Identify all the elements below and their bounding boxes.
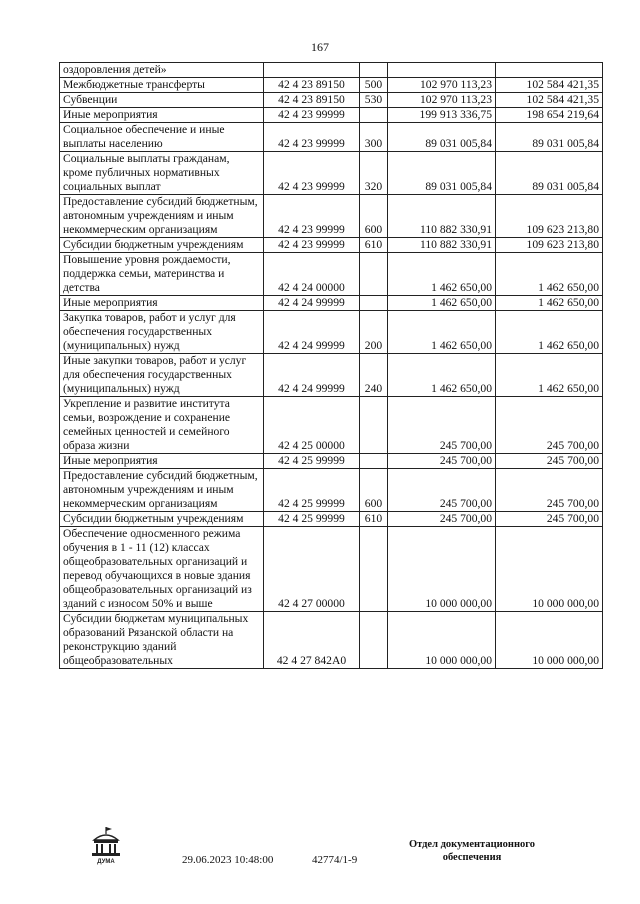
row-name-cell: Социальное обеспечение и иные выплаты населению — [60, 123, 264, 152]
row-vr-cell — [360, 108, 388, 123]
table-row — [60, 612, 603, 669]
row-sum-2024-cell: 89 031 005,84 — [496, 152, 603, 195]
row-sum-2023-cell: 245 700,00 — [388, 469, 496, 512]
row-code-cell: 42 4 27 842А0 — [264, 612, 360, 669]
table-row — [60, 454, 603, 469]
row-name-cell: Субвенции — [60, 93, 264, 108]
row-vr-cell — [360, 253, 388, 296]
row-sum-2024-cell: 102 584 421,35 — [496, 78, 603, 93]
row-sum-2023-cell — [388, 63, 496, 78]
row-name-cell: Социальные выплаты гражданам, кроме публичных нормативных социальных выплат — [60, 152, 264, 195]
row-vr-cell — [360, 397, 388, 454]
row-vr-cell: 200 — [360, 311, 388, 354]
row-code-cell — [264, 63, 360, 78]
row-sum-2024-cell: 89 031 005,84 — [496, 123, 603, 152]
row-name-cell: Субсидии бюджетам муниципальных образований Рязанской области на реконструкцию зданий общеобразовательных — [60, 612, 264, 669]
table-row — [60, 63, 603, 78]
row-name-cell: Субсидии бюджетным учреждениям — [60, 238, 264, 253]
table-row — [60, 123, 603, 152]
row-sum-2024-cell: 1 462 650,00 — [496, 354, 603, 397]
row-name-cell: Обеспечение односменного режима обучения в 1 - 11 (12) классах общеобразовательных организаций и перевод обучающихся в новые здания общеобразовательных организаций из зданий с износом 50% и выше — [60, 527, 264, 612]
row-vr-cell: 600 — [360, 195, 388, 238]
row-code-cell: 42 4 23 89150 — [264, 93, 360, 108]
row-name-cell: Иные мероприятия — [60, 454, 264, 469]
row-name-cell: Предоставление субсидий бюджетным, автономным учреждениям и иным некоммерческим организациям — [60, 195, 264, 238]
svg-text:ДУМА: ДУМА — [97, 859, 115, 865]
row-name-cell: Субсидии бюджетным учреждениям — [60, 512, 264, 527]
table-row — [60, 527, 603, 612]
row-name-cell: Предоставление субсидий бюджетным, автономным учреждениям и иным некоммерческим организациям — [60, 469, 264, 512]
table-row — [60, 512, 603, 527]
row-sum-2023-cell: 10 000 000,00 — [388, 527, 496, 612]
row-sum-2024-cell: 10 000 000,00 — [496, 612, 603, 669]
row-sum-2023-cell: 1 462 650,00 — [388, 311, 496, 354]
row-sum-2023-cell: 1 462 650,00 — [388, 253, 496, 296]
row-name-cell: Иные мероприятия — [60, 108, 264, 123]
row-sum-2024-cell: 198 654 219,64 — [496, 108, 603, 123]
row-sum-2023-cell: 199 913 336,75 — [388, 108, 496, 123]
table-row — [60, 93, 603, 108]
duma-logo-icon — [86, 826, 126, 866]
table-row — [60, 397, 603, 454]
row-vr-cell: 240 — [360, 354, 388, 397]
row-sum-2024-cell: 1 462 650,00 — [496, 296, 603, 311]
row-vr-cell: 500 — [360, 78, 388, 93]
row-vr-cell — [360, 527, 388, 612]
row-vr-cell: 300 — [360, 123, 388, 152]
table-row — [60, 311, 603, 354]
row-sum-2024-cell: 109 623 213,80 — [496, 238, 603, 253]
table-row — [60, 253, 603, 296]
row-sum-2023-cell: 245 700,00 — [388, 512, 496, 527]
row-sum-2024-cell: 109 623 213,80 — [496, 195, 603, 238]
row-sum-2023-cell: 245 700,00 — [388, 397, 496, 454]
table-row — [60, 296, 603, 311]
table-row — [60, 195, 603, 238]
row-name-cell: Укрепление и развитие института семьи, возрождение и сохранение семейных ценностей и семейного образа жизни — [60, 397, 264, 454]
row-code-cell: 42 4 24 99999 — [264, 296, 360, 311]
row-code-cell: 42 4 24 99999 — [264, 354, 360, 397]
page-number: 167 — [311, 40, 329, 54]
row-vr-cell — [360, 296, 388, 311]
row-sum-2023-cell: 1 462 650,00 — [388, 296, 496, 311]
footer-department-line2: обеспечения — [442, 852, 502, 863]
budget-table — [59, 62, 603, 669]
row-code-cell: 42 4 24 99999 — [264, 311, 360, 354]
row-code-cell: 42 4 23 99999 — [264, 108, 360, 123]
footer-department-line1: Отдел документационного — [408, 839, 536, 850]
row-code-cell: 42 4 23 89150 — [264, 78, 360, 93]
row-sum-2023-cell: 245 700,00 — [388, 454, 496, 469]
row-code-cell: 42 4 24 00000 — [264, 253, 360, 296]
table-row — [60, 108, 603, 123]
row-name-cell: Закупка товаров, работ и услуг для обеспечения государственных (муниципальных) нужд — [60, 311, 264, 354]
row-code-cell: 42 4 23 99999 — [264, 238, 360, 253]
row-sum-2024-cell: 245 700,00 — [496, 454, 603, 469]
row-sum-2024-cell — [496, 63, 603, 78]
row-name-cell: оздоровления детей» — [60, 63, 264, 78]
row-code-cell: 42 4 25 99999 — [264, 512, 360, 527]
table-row — [60, 78, 603, 93]
row-sum-2024-cell: 245 700,00 — [496, 397, 603, 454]
row-sum-2024-cell: 245 700,00 — [496, 469, 603, 512]
row-vr-cell: 320 — [360, 152, 388, 195]
row-sum-2024-cell: 1 462 650,00 — [496, 253, 603, 296]
row-sum-2023-cell: 102 970 113,23 — [388, 93, 496, 108]
row-code-cell: 42 4 23 99999 — [264, 195, 360, 238]
table-row — [60, 152, 603, 195]
row-sum-2023-cell: 110 882 330,91 — [388, 238, 496, 253]
row-code-cell: 42 4 25 99999 — [264, 469, 360, 512]
row-vr-cell: 610 — [360, 512, 388, 527]
row-sum-2023-cell: 110 882 330,91 — [388, 195, 496, 238]
row-vr-cell: 600 — [360, 469, 388, 512]
row-vr-cell — [360, 454, 388, 469]
budget-table-body — [60, 63, 603, 669]
row-code-cell: 42 4 25 99999 — [264, 454, 360, 469]
row-vr-cell: 610 — [360, 238, 388, 253]
footer-datetime: 29.06.2023 10:48:00 — [182, 854, 274, 866]
table-row — [60, 238, 603, 253]
row-sum-2024-cell: 1 462 650,00 — [496, 311, 603, 354]
row-vr-cell — [360, 612, 388, 669]
footer-department — [408, 838, 536, 864]
row-code-cell: 42 4 23 99999 — [264, 152, 360, 195]
row-code-cell: 42 4 23 99999 — [264, 123, 360, 152]
row-sum-2024-cell: 102 584 421,35 — [496, 93, 603, 108]
row-code-cell: 42 4 27 00000 — [264, 527, 360, 612]
footer-doc-number: 42774/1-9 — [312, 854, 358, 866]
row-sum-2023-cell: 10 000 000,00 — [388, 612, 496, 669]
row-vr-cell — [360, 63, 388, 78]
row-sum-2023-cell: 89 031 005,84 — [388, 152, 496, 195]
row-sum-2023-cell: 1 462 650,00 — [388, 354, 496, 397]
row-code-cell: 42 4 25 00000 — [264, 397, 360, 454]
table-row — [60, 354, 603, 397]
row-vr-cell: 530 — [360, 93, 388, 108]
row-name-cell: Иные закупки товаров, работ и услуг для обеспечения государственных (муниципальных) нужд — [60, 354, 264, 397]
row-sum-2024-cell: 10 000 000,00 — [496, 527, 603, 612]
row-sum-2023-cell: 102 970 113,23 — [388, 78, 496, 93]
row-name-cell: Иные мероприятия — [60, 296, 264, 311]
row-sum-2023-cell: 89 031 005,84 — [388, 123, 496, 152]
row-sum-2024-cell: 245 700,00 — [496, 512, 603, 527]
table-row — [60, 469, 603, 512]
row-name-cell: Межбюджетные трансферты — [60, 78, 264, 93]
row-name-cell: Повышение уровня рождаемости, поддержка семьи, материнства и детства — [60, 253, 264, 296]
